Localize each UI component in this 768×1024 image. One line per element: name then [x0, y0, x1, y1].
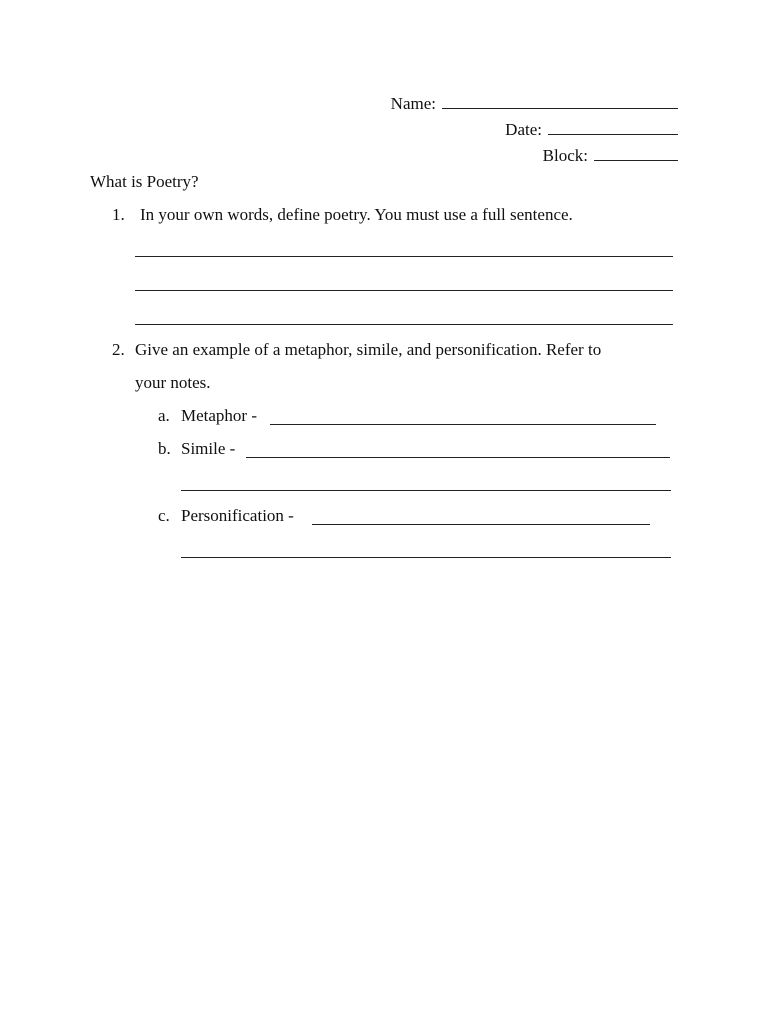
q1-number: 1. — [112, 205, 125, 224]
item-a-letter: a. — [158, 406, 170, 425]
item-c-letter: c. — [158, 506, 170, 525]
q2-number: 2. — [112, 340, 125, 359]
simile-answer-line-2[interactable] — [181, 490, 671, 491]
personification-answer-line-1[interactable] — [312, 524, 650, 525]
name-field-row — [391, 94, 678, 114]
item-c-label: Personification - — [181, 506, 294, 525]
block-label: Block: — [542, 146, 588, 165]
block-field-row — [543, 146, 678, 166]
q1-answer-line-3[interactable] — [135, 324, 673, 325]
metaphor-answer-line[interactable] — [270, 424, 656, 425]
simile-answer-line-1[interactable] — [246, 457, 670, 458]
date-field-row — [505, 120, 678, 140]
block-blank[interactable] — [594, 146, 678, 161]
worksheet-title: What is Poetry? — [90, 172, 199, 191]
q1-text: In your own words, define poetry. You must use a full sentence. — [140, 205, 573, 224]
date-label: Date: — [505, 120, 542, 139]
q2-text-line1: Give an example of a metaphor, simile, and personification. Refer to — [135, 340, 602, 359]
personification-answer-line-2[interactable] — [181, 557, 671, 558]
q2-text-line2: your notes. — [135, 373, 211, 392]
item-a-label: Metaphor - — [181, 406, 258, 425]
name-label: Name: — [390, 94, 436, 113]
q1-answer-line-1[interactable] — [135, 256, 673, 257]
date-blank[interactable] — [548, 120, 678, 135]
q1-answer-line-2[interactable] — [135, 290, 673, 291]
item-b-label: Simile - — [181, 439, 236, 458]
item-b-letter: b. — [158, 439, 171, 458]
name-blank[interactable] — [442, 94, 678, 109]
